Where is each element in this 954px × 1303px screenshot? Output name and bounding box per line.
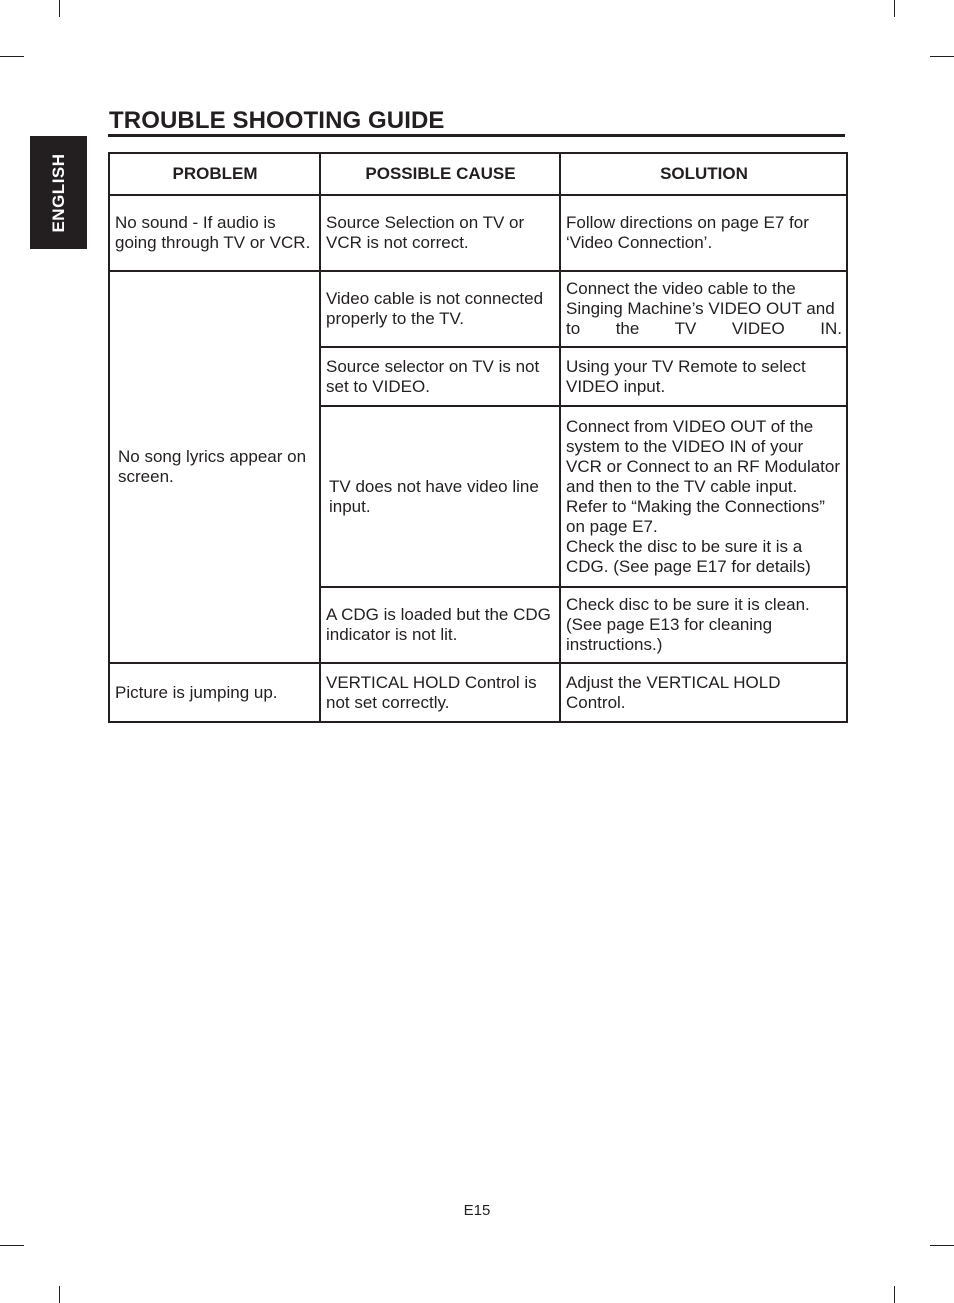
crop-mark — [0, 56, 24, 57]
table-row — [109, 663, 847, 722]
solution-cell: Follow directions on page E7 for ‘Video Connection’. — [560, 195, 847, 271]
crop-mark — [894, 0, 895, 17]
solution-cell: Check disc to be sure it is clean. (See page E13 for cleaning instructions.) — [560, 587, 847, 663]
cause-cell: TV does not have video line input. — [320, 406, 560, 587]
header-problem: PROBLEM — [109, 153, 320, 195]
troubleshooting-table — [108, 152, 848, 723]
cause-cell: Video cable is not connected properly to the TV. — [320, 271, 560, 347]
solution-text: Connect from VIDEO OUT of the system to the VIDEO IN of your VCR or Connect to an RF Modulator and then to the TV cable input. Refer to “Making the Connections” on page E7. — [566, 416, 841, 536]
problem-cell: No song lyrics appear on screen. — [109, 271, 320, 663]
solution-cell: Connect the video cable to the Singing Machine’s VIDEO OUT and to the TV VIDEO IN. — [560, 271, 847, 347]
cause-cell: A CDG is loaded but the CDG indicator is not lit. — [320, 587, 560, 663]
cause-cell: Source Selection on TV or VCR is not correct. — [320, 195, 560, 271]
problem-cell: Picture is jumping up. — [109, 663, 320, 722]
page-title: TROUBLE SHOOTING GUIDE — [109, 107, 445, 134]
crop-mark — [894, 1286, 895, 1303]
language-label: ENGLISH — [48, 152, 68, 233]
crop-mark — [0, 1245, 24, 1246]
table-row — [109, 271, 847, 347]
header-possible-cause: POSSIBLE CAUSE — [320, 153, 560, 195]
title-underline — [108, 134, 845, 137]
table-header-row — [109, 153, 847, 195]
solution-cell — [560, 406, 847, 587]
table-row — [109, 195, 847, 271]
language-side-tab — [30, 136, 87, 249]
problem-cell: No sound - If audio is going through TV or VCR. — [109, 195, 320, 271]
crop-mark — [59, 0, 60, 17]
cause-cell: Source selector on TV is not set to VIDEO. — [320, 347, 560, 406]
crop-mark — [930, 1245, 954, 1246]
solution-note: Check the disc to be sure it is a CDG. (See page E17 for details) — [566, 536, 811, 576]
solution-cell: Adjust the VERTICAL HOLD Control. — [560, 663, 847, 722]
page-number: E15 — [463, 1202, 491, 1219]
cause-cell: VERTICAL HOLD Control is not set correctly. — [320, 663, 560, 722]
crop-mark — [930, 56, 954, 57]
header-solution: SOLUTION — [560, 153, 847, 195]
crop-mark — [59, 1286, 60, 1303]
solution-cell: Using your TV Remote to select VIDEO input. — [560, 347, 847, 406]
